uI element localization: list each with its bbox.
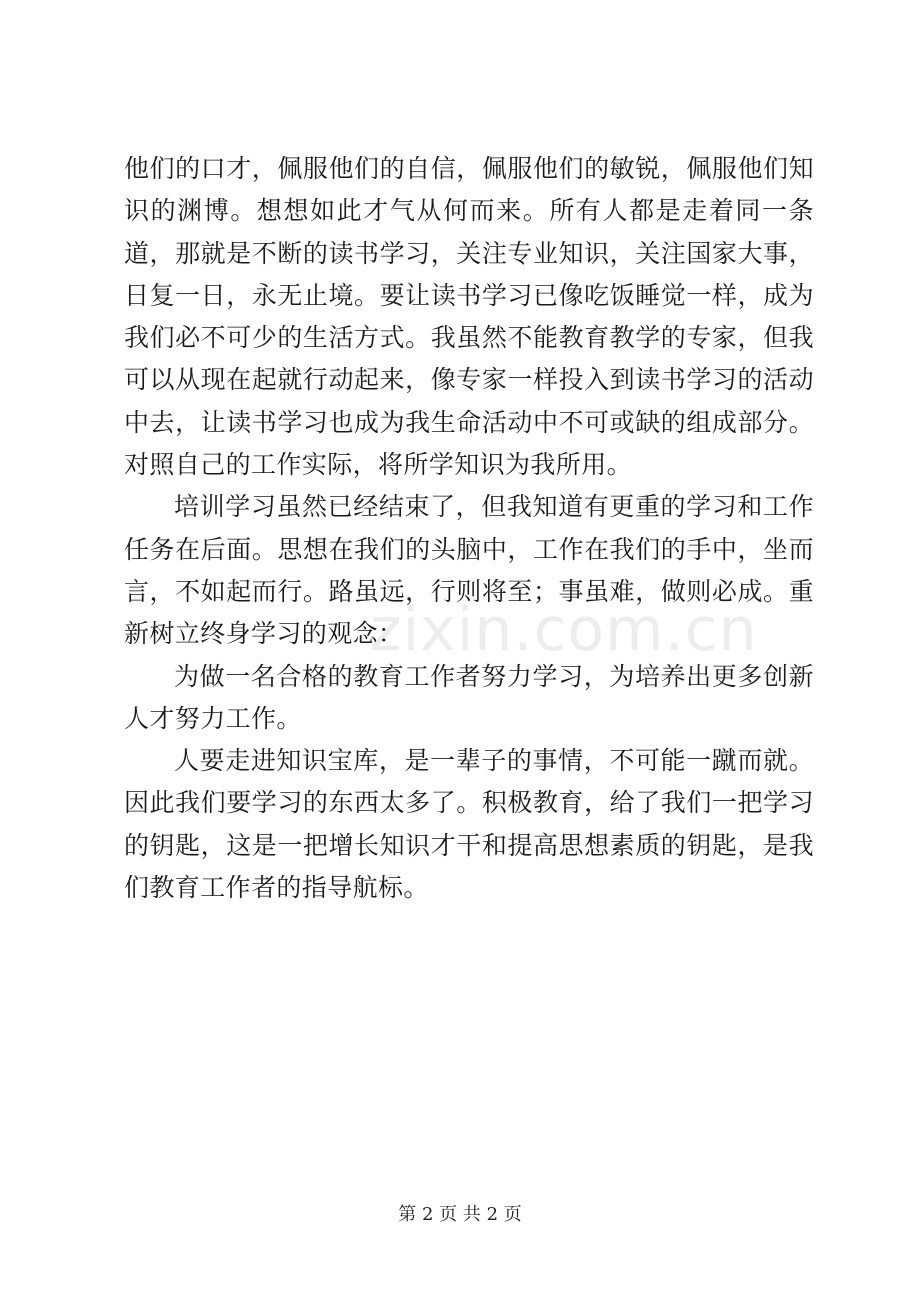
document-body: [124, 148, 814, 909]
paragraph-4: 人要走进知识宝库，是一辈子的事情，不可能一蹴而就。因此我们要学习的东西太多了。积极教育，给了我们一把学习的钥匙，这是一把增长知识才干和提高思想素质的钥匙，是我们教育工作者的指导航标。: [124, 746, 814, 903]
paragraph-1: 他们的口才，佩服他们的自信，佩服他们的敏锐，佩服他们知识的渊博。想想如此才气从何而来。所有人都是走着同一条道，那就是不断的读书学习，关注专业知识，关注国家大事，日复一日，永无止境。要让读书学习已像吃饭睡觉一样，成为我们必不可少的生活方式。我虽然不能教育教学的专家，但我可以从现在起就行动起来，像专家一样投入到读书学习的活动中去，让读书学习也成为我生命活动中不可或缺的组成部分。对照自己的工作实际，将所学知识为我所用。: [124, 154, 814, 480]
page-footer: 第 2 页 共 2 页: [398, 1204, 522, 1225]
watermark: zixin.com.cn: [370, 595, 758, 665]
paragraph-2: 培训学习虽然已经结束了，但我知道有更重的学习和工作任务在后面。思想在我们的头脑中，工作在我们的手中，坐而言，不如起而行。路虽远，行则将至；事虽难，做则必成。重新树立终身学习的观念：: [124, 492, 814, 649]
paragraph-3: 为做一名合格的教育工作者努力学习，为培养出更多创新人才努力工作。: [124, 661, 814, 733]
